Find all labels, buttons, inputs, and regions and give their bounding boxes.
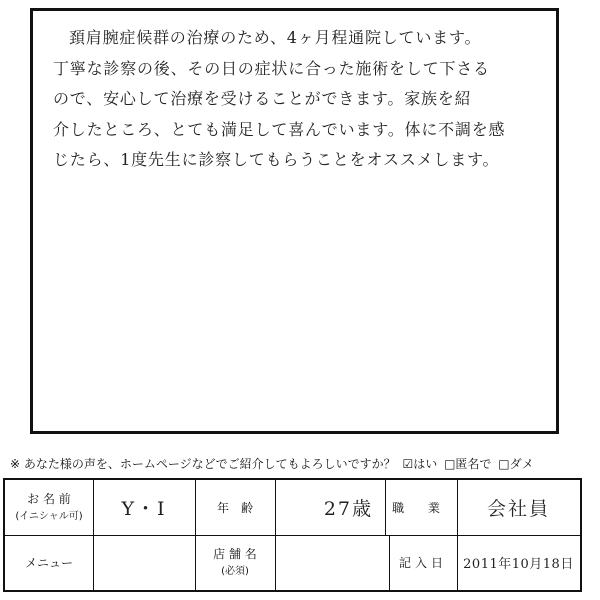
info-form-table — [3, 478, 582, 592]
age-label: 年 齢 — [216, 501, 253, 515]
store-sublabel: (必須) — [221, 565, 249, 577]
store-label-cell — [195, 535, 275, 590]
job-value[interactable]: 会社員 — [486, 498, 550, 520]
store-value[interactable] — [275, 535, 389, 590]
name-value[interactable]: Y・I — [121, 498, 167, 520]
menu-value[interactable] — [93, 535, 195, 590]
name-label-cell — [5, 480, 93, 535]
comment-line: ので、安心して治療を受けることができます。家族を紹 — [53, 89, 472, 108]
comment-box — [30, 8, 559, 434]
job-label: 職 業 — [392, 501, 450, 515]
name-sublabel: (イニシャル可) — [15, 510, 83, 522]
comment-line: 介したところ、とても満足して喜んでいます。体に不調を感 — [53, 119, 506, 139]
menu-label: メニュー — [24, 556, 73, 570]
comment-line: 丁寧な診察の後、その日の症状に合った施術をして下さる — [53, 58, 490, 78]
age-value[interactable]: 27歳 — [323, 498, 373, 520]
store-label: 店 舗 名 — [213, 546, 257, 561]
consent-question-text: ※ あなた様の声を、ホームページなどでご紹介してもよろしいですか？ — [10, 457, 396, 471]
handwritten-comment — [53, 23, 544, 176]
name-label: お 名 前 — [27, 491, 71, 506]
date-value[interactable]: 2011年10月18日 — [463, 557, 574, 572]
consent-option-yes[interactable]: ☑はい — [402, 457, 438, 471]
comment-line: じたら、1度先生に診察してもらうことをオススメします。 — [53, 150, 500, 169]
consent-question — [10, 455, 595, 472]
comment-line: 頚肩腕症候群の治療のため、4ヶ月程通院しています。 — [69, 28, 482, 47]
consent-option-anonymous[interactable]: □匿名で — [444, 457, 492, 471]
consent-option-no[interactable]: □ダメ — [498, 457, 534, 471]
date-label: 記入日 — [398, 556, 447, 570]
